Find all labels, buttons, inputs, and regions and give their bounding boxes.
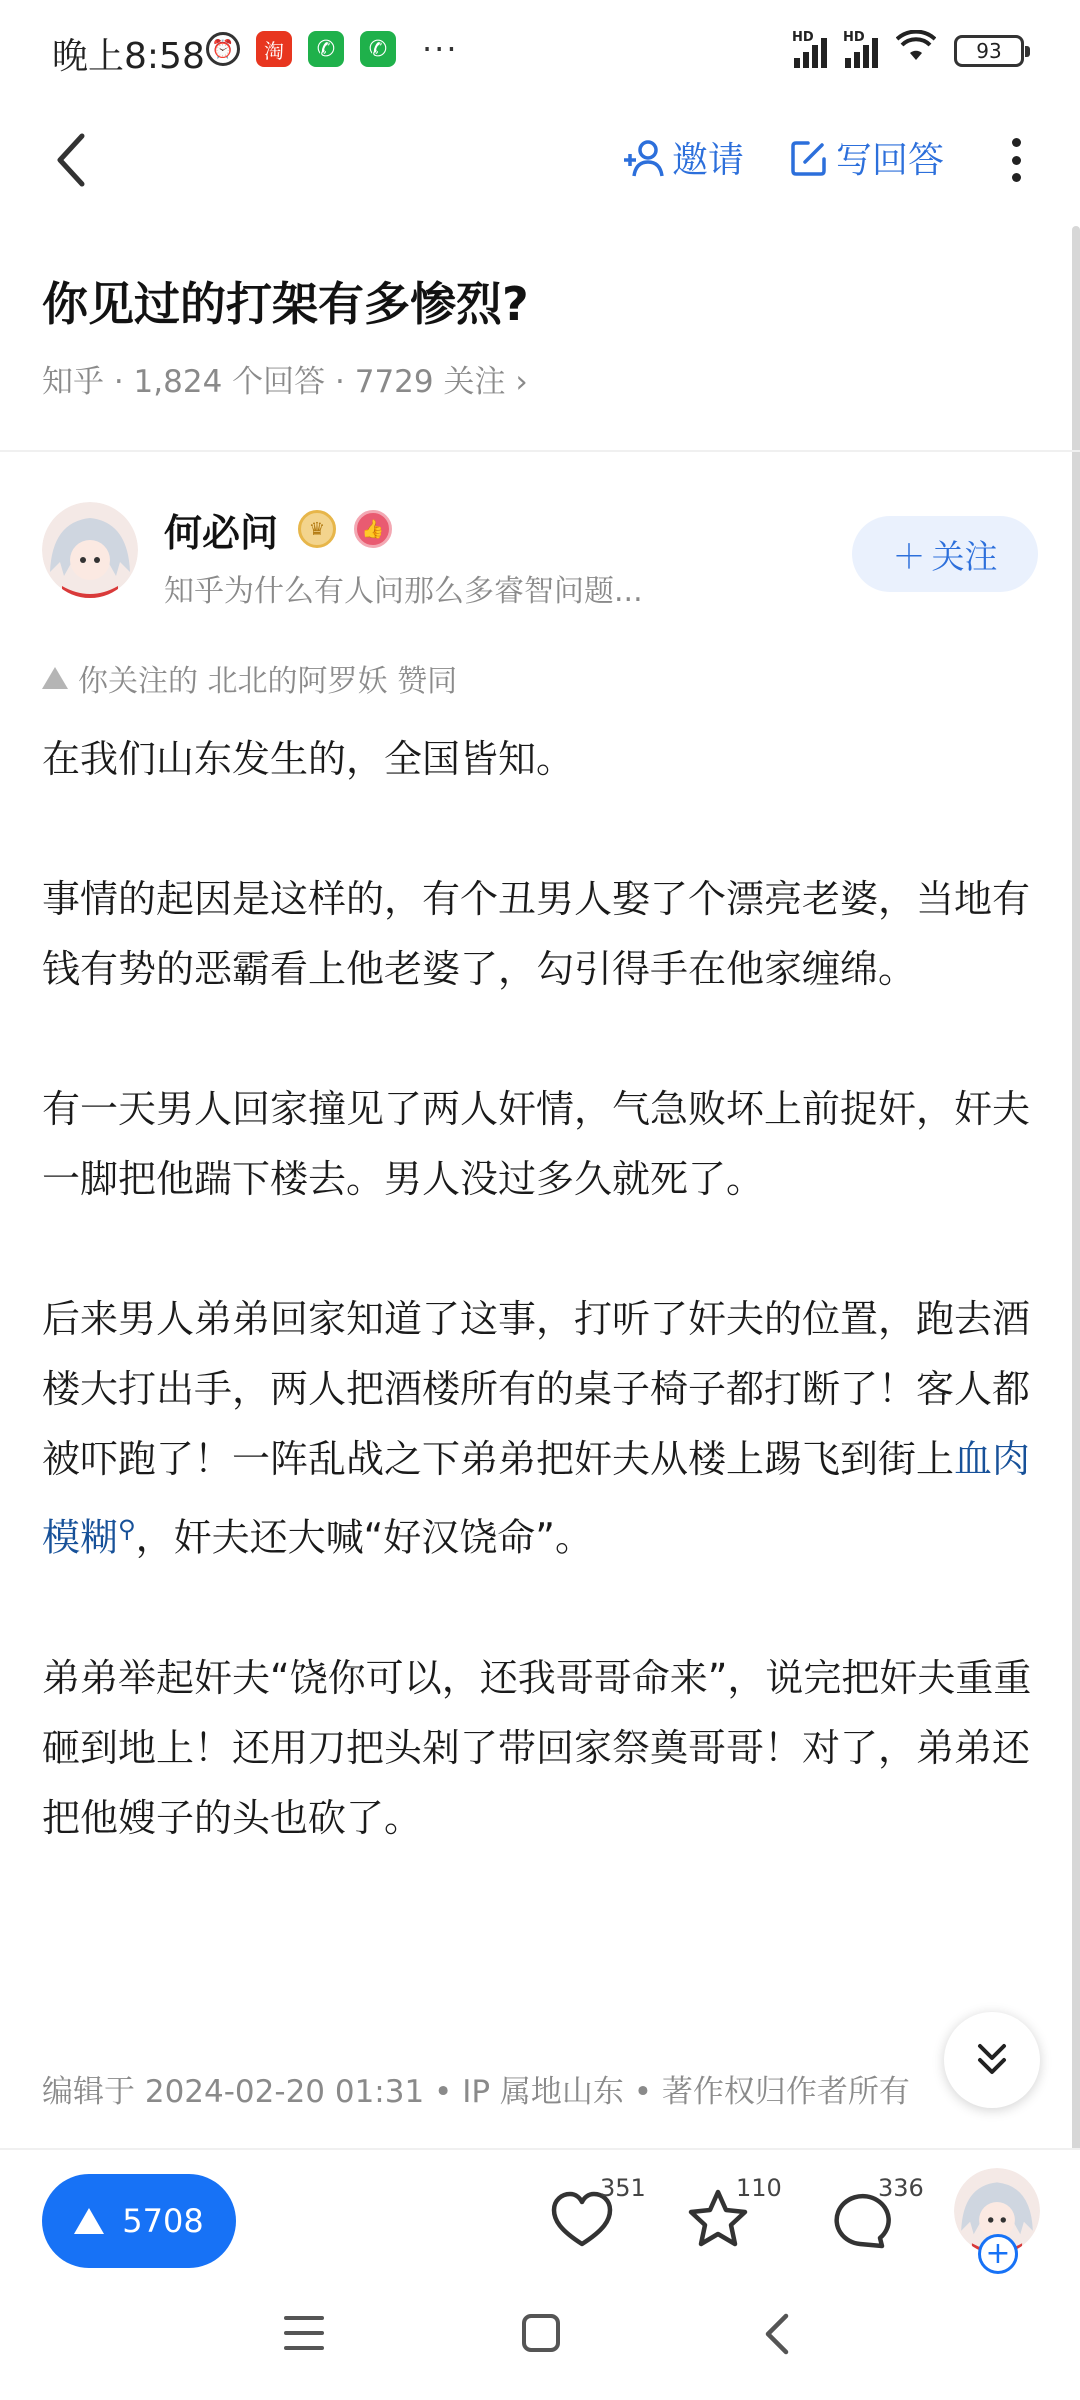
answer-text: 后来男人弟弟回家知道了这事，打听了奸夫的位置，跑去酒楼大打出手，两人把酒楼所有的桌子椅子都打断了！客人都被吓跑了！一阵乱战之下弟弟把奸夫从楼上踢飞到街上 bbox=[42, 1297, 1031, 1481]
like-button[interactable] bbox=[546, 2174, 646, 2264]
plus-icon: ＋ bbox=[892, 536, 926, 576]
upvote-button[interactable] bbox=[42, 2174, 236, 2268]
answer-paragraph: 事情的起因是这样的，有个丑男人娶了个漂亮老婆，当地有钱有势的恶霸看上他老婆了，勾引得手在他家缠绵。 bbox=[42, 877, 1031, 991]
favorite-count: 110 bbox=[736, 2174, 782, 2202]
invite-label: 邀请 bbox=[672, 140, 745, 181]
search-link[interactable]: 血肉模糊 bbox=[42, 1437, 1031, 1560]
notification-icons bbox=[206, 30, 459, 68]
answer-paragraph: 有一天男人回家撞见了两人奸情，气急败坏上前捉奸，奸夫一脚把他踹下楼去。男人没过多久就死了。 bbox=[42, 1087, 1031, 1201]
answer-text: ，奸夫还大喊“好汉饶命”。 bbox=[135, 1515, 593, 1560]
search-icon[interactable]: ⚲ bbox=[118, 1515, 136, 1543]
signal-hd-label: HD bbox=[792, 29, 814, 45]
phone-icon: ✆ bbox=[360, 31, 396, 67]
home-button[interactable] bbox=[522, 2314, 560, 2352]
author-name[interactable]: 何必问 bbox=[164, 511, 279, 555]
answer-action-bar bbox=[0, 2148, 1080, 2278]
favorite-button[interactable] bbox=[682, 2174, 782, 2264]
signal-icon bbox=[792, 29, 827, 68]
dot-icon bbox=[1012, 156, 1021, 165]
invite-button[interactable] bbox=[622, 132, 744, 183]
phone-icon: ✆ bbox=[308, 31, 344, 67]
follow-plus-icon[interactable]: + bbox=[978, 2234, 1018, 2274]
write-answer-button[interactable] bbox=[790, 132, 944, 183]
friend-voted-line bbox=[42, 656, 457, 700]
friend-voted-text: 你关注的 北北的阿罗妖 赞同 bbox=[78, 664, 458, 699]
alarm-icon: ⏰ bbox=[206, 32, 240, 66]
follow-button[interactable] bbox=[852, 516, 1038, 592]
question-title[interactable]: 你见过的打架有多惨烈? bbox=[42, 277, 529, 331]
recent-apps-button[interactable] bbox=[284, 2316, 324, 2350]
upvote-count: 5708 bbox=[122, 2202, 204, 2240]
more-notifications-icon: ··· bbox=[422, 30, 459, 68]
author-avatar[interactable] bbox=[42, 502, 138, 598]
signal-hd-label: HD bbox=[843, 29, 865, 45]
comment-count: 336 bbox=[878, 2174, 924, 2202]
author-bio: 知乎为什么有人问那么多睿智问题... bbox=[164, 574, 643, 609]
edit-icon bbox=[790, 139, 828, 177]
system-navigation-bar bbox=[0, 2278, 1080, 2400]
system-status bbox=[794, 30, 1024, 71]
question-meta[interactable]: 知乎 · 1,824 个回答 · 7729 关注 › bbox=[42, 364, 528, 400]
status-bar bbox=[0, 0, 1080, 100]
double-chevron-down-icon bbox=[972, 2040, 1012, 2080]
edit-info: 编辑于 2024-02-20 01:31 • IP 属地山东 • 著作权归作者所有 bbox=[42, 2074, 910, 2110]
answer-paragraph: 在我们山东发生的，全国皆知。 bbox=[42, 737, 575, 781]
upvote-icon bbox=[74, 2208, 104, 2234]
back-button[interactable] bbox=[50, 128, 110, 192]
wifi-icon bbox=[896, 30, 936, 71]
taobao-icon: 淘 bbox=[256, 31, 292, 67]
thumbs-up-badge-icon[interactable]: 👍 bbox=[354, 510, 392, 548]
scroll-down-button[interactable] bbox=[944, 2012, 1040, 2108]
chevron-left-icon bbox=[758, 2312, 798, 2356]
answer-content bbox=[42, 724, 1032, 1923]
chevron-left-icon bbox=[50, 130, 90, 190]
write-answer-label: 写回答 bbox=[836, 140, 945, 181]
more-options-button[interactable] bbox=[1006, 130, 1026, 190]
answer-paragraph: 弟弟举起奸夫“饶你可以，还我哥哥命来”，说完把奸夫重重砸到地上！还用刀把头剁了带回家祭奠哥哥！对了，弟弟还把他嫂子的头也砍了。 bbox=[42, 1655, 1032, 1840]
top-navigation bbox=[0, 110, 1080, 210]
add-user-icon bbox=[622, 138, 666, 178]
upvote-icon bbox=[42, 667, 68, 689]
follow-label: 关注 bbox=[931, 536, 998, 576]
scrollbar[interactable] bbox=[1072, 226, 1080, 2276]
dot-icon bbox=[1012, 138, 1021, 147]
signal-icon bbox=[843, 29, 878, 68]
system-back-button[interactable] bbox=[758, 2312, 798, 2356]
answer-paragraph bbox=[42, 1284, 1032, 1573]
battery-icon: 93 bbox=[954, 35, 1024, 67]
status-time: 晚上8:58 bbox=[52, 36, 205, 77]
dot-icon bbox=[1012, 173, 1021, 182]
like-count: 351 bbox=[600, 2174, 646, 2202]
comment-button[interactable] bbox=[824, 2174, 924, 2264]
crown-badge-icon[interactable]: ♛ bbox=[298, 510, 336, 548]
divider bbox=[0, 450, 1080, 452]
